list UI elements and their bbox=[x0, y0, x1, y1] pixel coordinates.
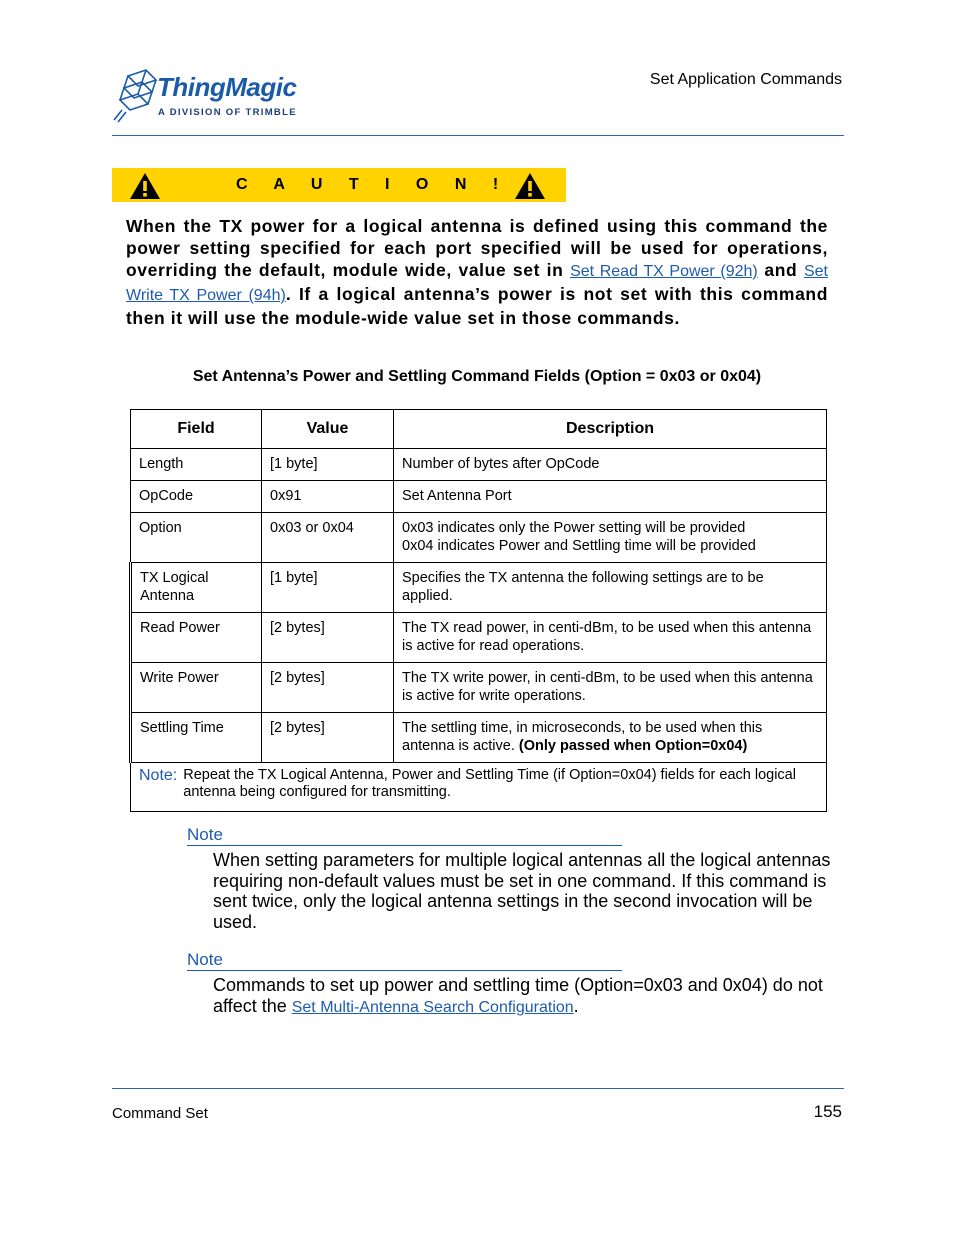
caution-label: C A U T I O N ! bbox=[236, 176, 510, 193]
table-row bbox=[131, 663, 827, 713]
link-set-write-tx-power[interactable]: Set Write TX Power (94h) bbox=[126, 263, 828, 304]
link-set-read-tx-power[interactable]: Set Read TX Power (92h) bbox=[570, 263, 758, 280]
caution-paragraph: When the TX power for a logical antenna is defined using this command the power setting specified for each port specified will be used for operations, overriding the default, module wide, value set in Set Read TX Power (92h) and Set Write TX Power (94h). If a logical antenna’s power is not set with this command then it will use the module-wide value set in those commands. bbox=[126, 216, 829, 328]
cell-value: [2 bytes] bbox=[262, 613, 394, 663]
cell-field: Write Power bbox=[131, 663, 262, 713]
table-title: Set Antenna’s Power and Settling Command Fields (Option = 0x03 or 0x04) bbox=[192, 368, 762, 385]
note-body: When setting parameters for multiple logical antennas all the logical antennas requiring non-default values must be set in one command. If this command is sent twice, only the logical antenna settings in the second invocation will be used. bbox=[213, 850, 831, 932]
page-number: 155 bbox=[813, 1102, 842, 1121]
cell-description: 0x03 indicates only the Power setting will be provided 0x04 indicates Power and Settling time will be provided bbox=[394, 513, 827, 563]
note-body: Commands to set up power and settling time (Option=0x03 and 0x04) do not affect the Set Multi-Antenna Search Configuration. bbox=[213, 975, 823, 1016]
table-row bbox=[131, 563, 827, 613]
cell-field: Read Power bbox=[131, 613, 262, 663]
cell-field: Option bbox=[131, 513, 262, 563]
cell-description: Specifies the TX antenna the following settings are to be applied. bbox=[394, 563, 827, 613]
cell-field: TX Logical Antenna bbox=[131, 563, 262, 613]
table-row bbox=[131, 613, 827, 663]
footer-rule bbox=[112, 1088, 844, 1089]
table-note-row bbox=[131, 763, 827, 812]
footer-section-name: Command Set bbox=[112, 1105, 208, 1122]
cell-value: [2 bytes] bbox=[262, 713, 394, 763]
column-header-description: Description bbox=[394, 410, 827, 449]
cell-value: 0x91 bbox=[262, 481, 394, 513]
note-heading: Note bbox=[187, 825, 622, 846]
table-row bbox=[131, 513, 827, 563]
table-row bbox=[131, 481, 827, 513]
cell-value: 0x03 or 0x04 bbox=[262, 513, 394, 563]
warning-icon bbox=[128, 171, 162, 201]
warning-icon bbox=[513, 171, 547, 201]
table-row bbox=[131, 713, 827, 763]
column-header-field: Field bbox=[131, 410, 262, 449]
cell-description: Set Antenna Port bbox=[394, 481, 827, 513]
table-row bbox=[131, 449, 827, 481]
cell-field: Length bbox=[131, 449, 262, 481]
logo-tagline: A DIVISION OF TRIMBLE bbox=[158, 107, 297, 118]
cell-description: The TX read power, in centi-dBm, to be used when this antenna is active for read operations. bbox=[394, 613, 827, 663]
cell-value: [2 bytes] bbox=[262, 663, 394, 713]
note-text: Repeat the TX Logical Antenna, Power and Settling Time (if Option=0x04) fields for each logical antenna being configured for transmitting. bbox=[183, 767, 796, 800]
cell-description: The TX write power, in centi-dBm, to be used when this antenna is active for write operations. bbox=[394, 663, 827, 713]
column-header-value: Value bbox=[262, 410, 394, 449]
header-rule bbox=[112, 135, 844, 136]
command-fields-table bbox=[129, 409, 827, 812]
section-title: Set Application Commands bbox=[649, 71, 842, 88]
cell-description: Number of bytes after OpCode bbox=[394, 449, 827, 481]
cell-description: The settling time, in microseconds, to be used when this antenna is active. (Only passed when Option=0x04) bbox=[394, 713, 827, 763]
cell-field: OpCode bbox=[131, 481, 262, 513]
cell-value: [1 byte] bbox=[262, 563, 394, 613]
note-label: Note: bbox=[139, 767, 178, 784]
link-set-multi-antenna-search-configuration[interactable]: Set Multi-Antenna Search Configuration bbox=[291, 998, 574, 1016]
cell-field: Settling Time bbox=[131, 713, 262, 763]
logo-wordmark: ThingMagic bbox=[157, 72, 297, 102]
cell-value: [1 byte] bbox=[262, 449, 394, 481]
note-heading: Note bbox=[187, 950, 622, 971]
table-note bbox=[131, 763, 827, 812]
